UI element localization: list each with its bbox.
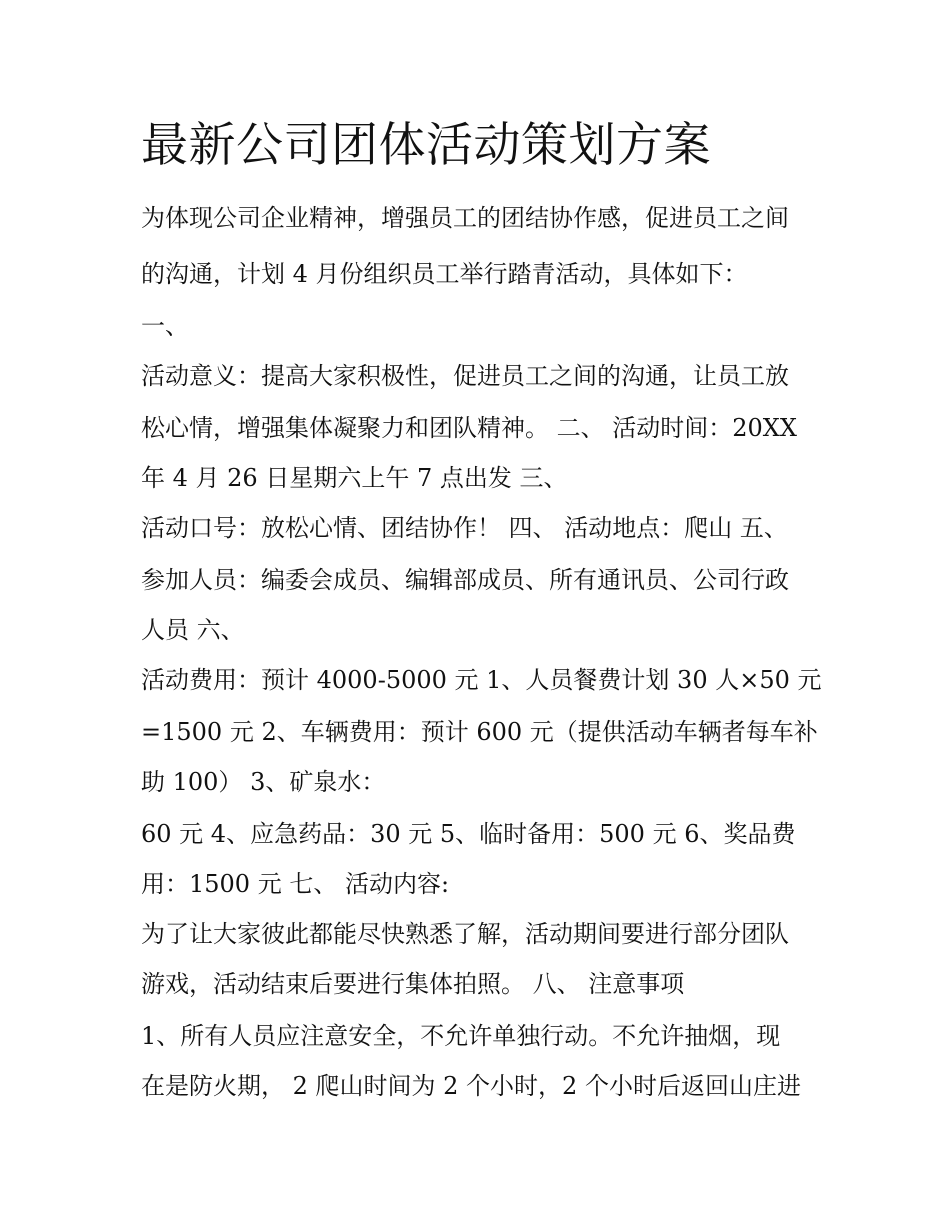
body-line-14: 用：1500 元 七、 活动内容: (141, 870, 450, 898)
body-line-3: 一、 (141, 312, 189, 340)
body-line-10: 活动费用：预计 4000-5000 元 1、人员餐费计划 30 人×50 元 (141, 666, 822, 694)
body-line-1: 为体现公司企业精神，增强员工的团结协作感，促进员工之间 (141, 204, 789, 232)
body-line-18: 在是防火期， 2 爬山时间为 2 个小时，2 个小时后返回山庄进 (141, 1072, 801, 1100)
body-line-8: 参加人员：编委会成员、编辑部成员、所有通讯员、公司行政 (141, 566, 789, 594)
body-line-2: 的沟通，计划 4 月份组织员工举行踏青活动，具体如下： (141, 260, 748, 288)
document-title: 最新公司团体活动策划方案 (141, 118, 711, 173)
body-line-17: 1、所有人员应注意安全，不允许单独行动。不允许抽烟，现 (141, 1022, 781, 1050)
body-line-7: 活动口号：放松心情、团结协作！ 四、 活动地点：爬山 五、 (141, 514, 788, 542)
body-line-6: 年 4 月 26 日星期六上午 7 点出发 三、 (141, 464, 568, 492)
body-line-13: 60 元 4、应急药品：30 元 5、临时备用：500 元 6、奖品费 (141, 820, 796, 848)
body-line-4: 活动意义：提高大家积极性，促进员工之间的沟通，让员工放 (141, 362, 789, 390)
body-line-5: 松心情，增强集体凝聚力和团队精神。 二、 活动时间：20XX (141, 414, 797, 442)
body-line-12: 助 100） 3、矿泉水： (141, 768, 386, 796)
body-line-15: 为了让大家彼此都能尽快熟悉了解，活动期间要进行部分团队 (141, 920, 789, 948)
body-line-9: 人员 六、 (141, 616, 245, 644)
body-line-11: =1500 元 2、车辆费用：预计 600 元（提供活动车辆者每车补 (141, 718, 818, 746)
body-line-16: 游戏，活动结束后要进行集体拍照。 八、 注意事项 (141, 970, 685, 998)
